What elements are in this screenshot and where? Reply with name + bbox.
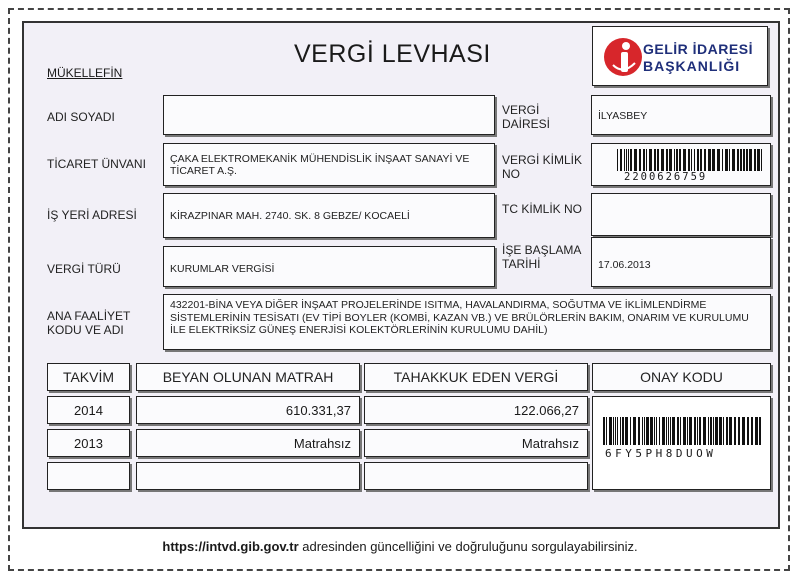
barcode-bar xyxy=(609,417,612,445)
table-row-vergi: Matrahsız xyxy=(364,429,588,457)
field-ticaret-unvani xyxy=(163,143,495,186)
table-row-vergi: 122.066,27 xyxy=(364,396,588,424)
label-ise-baslama-tarihi: İŞE BAŞLAMA TARİHİ xyxy=(502,243,581,271)
barcode-bar xyxy=(712,149,715,171)
header-takvim: TAKVİM xyxy=(47,363,130,391)
barcode-bar xyxy=(625,417,628,445)
label-vergi-turu: VERGİ TÜRÜ xyxy=(47,262,121,276)
barcode-bar xyxy=(661,149,664,171)
field-vergi-turu xyxy=(163,246,495,287)
barcode-bar xyxy=(697,417,698,445)
footer-text: adresinden güncelliğini ve doğruluğunu sorgulayabilirsiniz. xyxy=(298,539,638,554)
barcode-bar xyxy=(642,417,643,445)
value-ana-faaliyet: 432201-BİNA VEYA DİĞER İNŞAAT PROJELERİNDE ISITMA, HAVALANDIRMA, SOĞUTMA VE İKLİMLENDİRME SİSTEMLERİNİN TESİSATI (EV TİPİ BOYLER (KOMBİ, KAZAN VB.) VE BRÜLÖRLERİN BAKIM, ONARIM VE KURULUMU İLE ELEKTRİKSİZ GÜNEŞ ENERJİSİ KOLEKTÖRLERİNİN KURULUMU DAHİL) xyxy=(170,299,749,336)
barcode-bar xyxy=(643,149,645,171)
barcode-bar xyxy=(654,149,656,171)
field-ana-faaliyet xyxy=(163,294,771,350)
barcode-bar xyxy=(646,417,649,445)
barcode-bar xyxy=(624,149,625,171)
barcode-bar xyxy=(666,417,667,445)
barcode-bar xyxy=(662,417,665,445)
label-tc-kimlik-no: TC KİMLİK NO xyxy=(502,202,583,216)
barcode-bar xyxy=(742,417,745,445)
barcode-bar xyxy=(644,417,645,445)
field-adi-soyadi xyxy=(163,95,495,135)
barcode-bar xyxy=(633,417,636,445)
barcode-bar xyxy=(723,417,724,445)
field-vergi-dairesi xyxy=(591,95,771,135)
barcode-bar xyxy=(729,149,730,171)
barcode-bar xyxy=(638,417,640,445)
barcode-bar xyxy=(704,149,706,171)
barcode-bar xyxy=(691,149,692,171)
barcode-bar xyxy=(649,149,652,171)
barcode-bar xyxy=(628,149,629,171)
barcode-bar xyxy=(626,149,627,171)
barcode-bar xyxy=(726,417,728,445)
barcode-bar xyxy=(757,149,760,171)
vkn-barcode-text: 2200626759 xyxy=(624,171,708,183)
barcode-bar xyxy=(710,417,712,445)
section-label-mukellef: MÜKELLEFİN xyxy=(47,66,123,80)
barcode-bar xyxy=(620,149,622,171)
barcode-bar xyxy=(708,149,711,171)
label-vergi-dairesi: VERGİ DAİRESİ xyxy=(502,103,551,131)
field-ise-baslama-tarihi xyxy=(591,237,771,287)
barcode-bar xyxy=(694,149,695,171)
barcode-bar xyxy=(734,417,736,445)
vkn-barcode xyxy=(617,149,762,171)
barcode-bar xyxy=(603,417,605,445)
barcode-bar xyxy=(634,149,637,171)
barcode-bar xyxy=(654,417,655,445)
barcode-bar xyxy=(672,417,675,445)
document-title: VERGİ LEVHASI xyxy=(294,40,491,68)
barcode-bar xyxy=(732,149,735,171)
barcode-bar xyxy=(697,149,699,171)
label-adi-soyadi: ADI SOYADI xyxy=(47,110,115,124)
barcode-bar xyxy=(669,149,672,171)
barcode-bar xyxy=(615,417,616,445)
barcode-bar xyxy=(759,417,761,445)
barcode-bar xyxy=(674,149,675,171)
barcode-bar xyxy=(657,149,659,171)
barcode-bar xyxy=(749,149,752,171)
barcode-bar xyxy=(754,149,756,171)
onay-kodu-text: 6FY5PH8DUOW xyxy=(605,447,717,460)
barcode-bar xyxy=(630,417,631,445)
table-row-matrah: Matrahsız xyxy=(136,429,360,457)
barcode-bar xyxy=(677,417,679,445)
barcode-bar xyxy=(683,417,686,445)
barcode-bar xyxy=(722,149,723,171)
barcode-bar xyxy=(719,417,722,445)
barcode-bar xyxy=(622,417,624,445)
logo-text-line1: GELİR İDARESİ xyxy=(643,41,753,57)
barcode-bar xyxy=(613,417,614,445)
barcode-bar xyxy=(743,149,745,171)
logo-text-line2: BAŞKANLIĞI xyxy=(643,58,741,74)
gib-logo xyxy=(592,26,768,86)
barcode-bar xyxy=(725,149,728,171)
barcode-bar xyxy=(738,417,740,445)
barcode-bar xyxy=(617,417,618,445)
barcode-bar xyxy=(703,417,706,445)
barcode-bar xyxy=(639,149,641,171)
value-ise-baslama-tarihi: 17.06.2013 xyxy=(598,259,651,271)
barcode-bar xyxy=(713,417,714,445)
table-row-year xyxy=(47,462,130,490)
barcode-bar xyxy=(668,417,669,445)
header-onay-kodu: ONAY KODU xyxy=(592,363,771,391)
barcode-bar xyxy=(737,149,739,171)
barcode-bar xyxy=(751,417,753,445)
barcode-bar xyxy=(747,417,749,445)
table-row-matrah xyxy=(136,462,360,490)
value-is-yeri-adresi: KİRAZPINAR MAH. 2740. SK. 8 GEBZE/ KOCAELİ xyxy=(170,210,410,222)
footer-verification-note xyxy=(0,539,800,554)
barcode-bar xyxy=(646,149,647,171)
value-vergi-turu: KURUMLAR VERGİSİ xyxy=(170,263,275,275)
barcode-bar xyxy=(717,149,720,171)
field-vergi-kimlik-no xyxy=(591,143,771,186)
barcode-bar xyxy=(650,417,653,445)
barcode-bar xyxy=(683,149,686,171)
barcode-bar xyxy=(676,149,678,171)
label-is-yeri-adresi: İŞ YERİ ADRESİ xyxy=(47,208,137,222)
barcode-bar xyxy=(617,149,618,171)
barcode-bar xyxy=(687,417,688,445)
barcode-bar xyxy=(688,149,690,171)
barcode-bar xyxy=(761,149,762,171)
barcode-bar xyxy=(606,417,607,445)
onay-kodu-barcode xyxy=(603,417,761,445)
footer-url-link[interactable]: https://intvd.gib.gov.tr xyxy=(162,539,299,554)
table-row-matrah: 610.331,37 xyxy=(136,396,360,424)
barcode-bar xyxy=(694,417,696,445)
barcode-bar xyxy=(715,417,718,445)
barcode-bar xyxy=(708,417,709,445)
barcode-bar xyxy=(620,417,621,445)
barcode-bar xyxy=(700,149,702,171)
barcode-bar xyxy=(656,417,657,445)
barcode-bar xyxy=(666,149,668,171)
barcode-bar xyxy=(679,149,681,171)
table-row-year: 2014 xyxy=(47,396,130,424)
value-vergi-dairesi: İLYASBEY xyxy=(598,110,648,122)
field-is-yeri-adresi xyxy=(163,193,495,238)
barcode-bar xyxy=(699,417,701,445)
label-ticaret-unvani: TİCARET ÜNVANI xyxy=(47,157,146,171)
barcode-bar xyxy=(740,149,742,171)
label-vergi-kimlik-no: VERGİ KİMLİK NO xyxy=(502,153,583,181)
header-beyan-olunan-matrah: BEYAN OLUNAN MATRAH xyxy=(136,363,360,391)
barcode-bar xyxy=(755,417,758,445)
onay-kodu-box xyxy=(592,396,771,490)
barcode-bar xyxy=(729,417,732,445)
barcode-bar xyxy=(659,417,660,445)
header-tahakkuk-eden-vergi: TAHAKKUK EDEN VERGİ xyxy=(364,363,588,391)
barcode-bar xyxy=(689,417,692,445)
barcode-bar xyxy=(746,149,748,171)
barcode-bar xyxy=(680,417,681,445)
table-row-vergi xyxy=(364,462,588,490)
label-ana-faaliyet: ANA FAALİYET KODU VE ADI xyxy=(47,309,131,337)
gib-emblem-icon xyxy=(603,35,643,79)
barcode-bar xyxy=(630,149,632,171)
barcode-bar xyxy=(670,417,671,445)
value-ticaret-unvani: ÇAKA ELEKTROMEKANİK MÜHENDİSLİK İNŞAAT SANAYİ VE TİCARET A.Ş. xyxy=(170,153,470,177)
table-row-year: 2013 xyxy=(47,429,130,457)
field-tc-kimlik-no xyxy=(591,193,771,236)
